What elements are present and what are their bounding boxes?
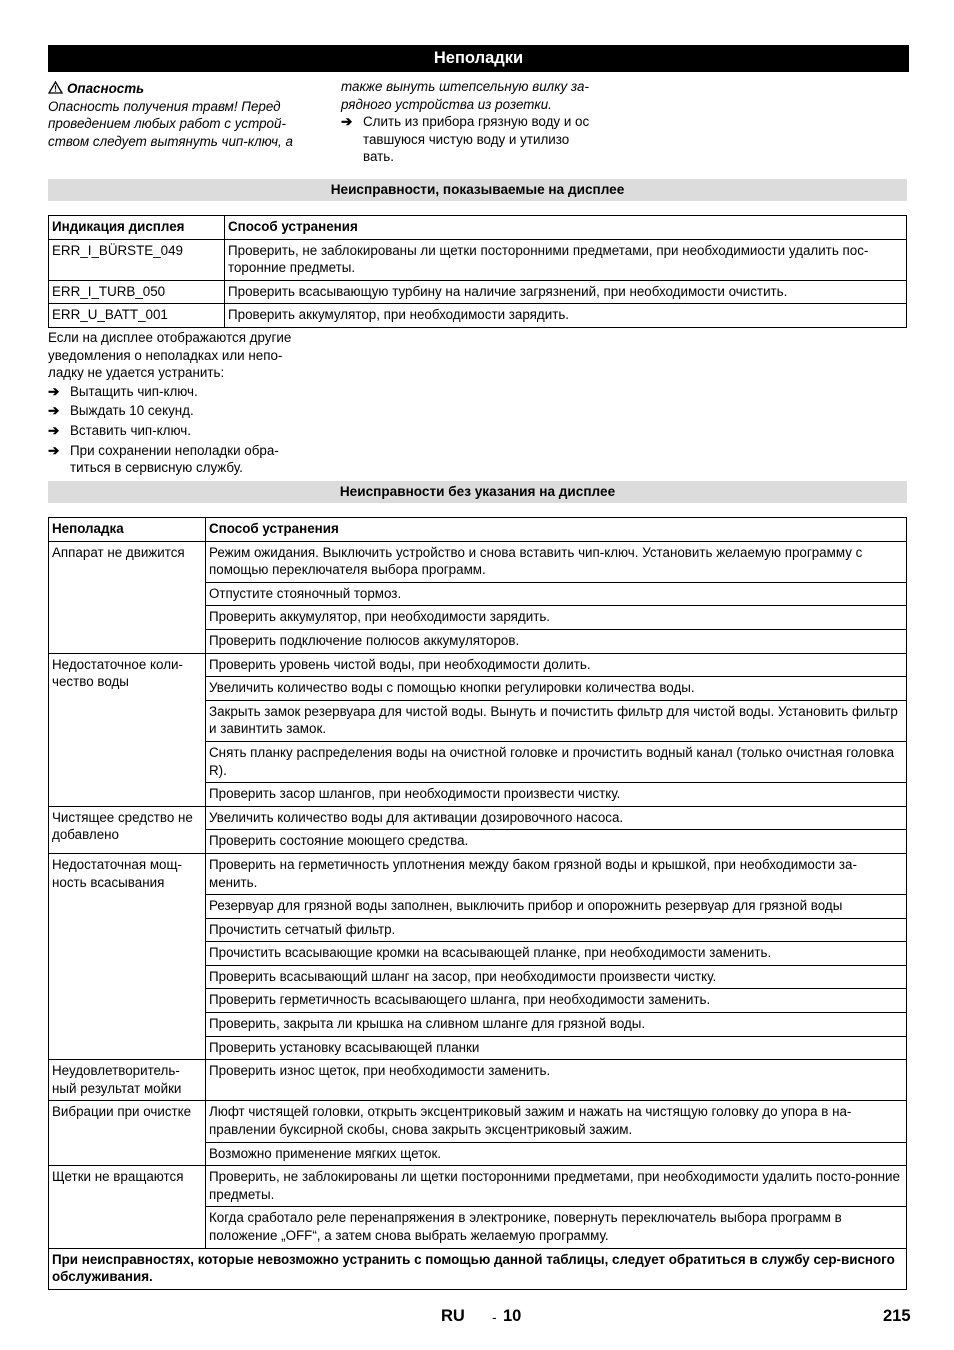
table-row [49,541,907,582]
column-header: Способ устранения [206,518,907,542]
remedy-cell: Люфт чистящей головки, открыть эксцентриковый зажим и нажать на чистящую головку до упора в на-правлении буксирной скобы, снова закрыть эксцентриковый зажим. [206,1101,907,1142]
arrow-icon: ➔ [48,403,60,419]
warning-triangle-icon [48,81,63,94]
remedy-cell: Закрыть замок резервуара для чистой воды. Вынуть и почистить фильтр для чистой воды. Установить фильтр и завинтить замок. [206,700,907,741]
warning-text-line: проведением любых работ с устрой- [48,116,286,132]
display-errors-table [48,215,907,328]
arrow-icon: ➔ [48,442,60,458]
problem-cell: Чистящее средство не добавлено [49,806,206,853]
arrow-icon: ➔ [48,422,60,438]
text-line: ладку не удается устранить: [48,365,225,381]
error-fix: Проверить, не заблокированы ли щетки посторонними предметами, при необходимиости удалить пос-торонние предметы. [225,239,907,280]
section-title-display-errors: Неисправности, показываемые на дисплее [48,179,907,201]
table-header-row [49,216,907,240]
error-fix: Проверить аккумулятор, при необходимости зарядить. [225,304,907,328]
text-line: Если на дисплее отображаются другие [48,330,292,345]
error-fix: Проверить всасывающую турбину на наличие загрязнений, при необходимости очистить. [225,280,907,304]
page-number: 215 [883,1307,911,1325]
problem-cell: Вибрации при очистке [49,1101,206,1166]
table-row [49,239,907,280]
remedy-cell: Проверить аккумулятор, при необходимости зарядить. [206,606,907,630]
remedy-cell: Проверить уровень чистой воды, при необходимости долить. [206,653,907,677]
error-code: ERR_I_TURB_050 [49,280,225,304]
table-header-row [49,518,907,542]
step-line: вать. [363,149,394,165]
remedy-cell: Проверить подключение полюсов аккумуляторов. [206,629,907,653]
table-row [49,853,907,894]
table-row [49,806,907,830]
remedy-cell: Снять планку распределения воды на очистной головке и прочистить водный канал (только очистная головка R). [206,741,907,782]
column-header: Неполадка [49,518,206,542]
warning-text-line: также вынуть штепсельную вилку за- [341,79,589,94]
arrow-icon: ➔ [341,114,353,130]
step-text: Выждать 10 секунд. [70,403,194,419]
step-text: Вставить чип-ключ. [70,422,191,438]
troubleshooting-table [48,517,907,1290]
footer-separator: - [492,1309,497,1325]
remedy-cell: Возможно применение мягких щеток. [206,1142,907,1166]
table-row [49,653,907,677]
arrow-icon: ➔ [48,383,60,399]
problem-cell: Аппарат не движится [49,541,206,653]
column-header: Индикация дисплея [49,216,225,240]
remedy-cell: Режим ожидания. Выключить устройство и снова вставить чип-ключ. Установить желаемую программу с помощью переключателя выбора программ. [206,541,907,582]
step-item [48,422,318,440]
remedy-cell: Отпустите стояночный тормоз. [206,582,907,606]
warning-heading [48,80,328,98]
remedy-cell: Резервуар для грязной воды заполнен, выключить прибор и опорожнить резервуар для грязной воды [206,895,907,919]
page-title: Неполадки [48,45,909,72]
problem-cell: Недостаточное коли-чество воды [49,653,206,806]
step-text: Вытащить чип-ключ. [70,383,198,399]
table-row [49,1101,907,1142]
column-header: Способ устранения [225,216,907,240]
error-code: ERR_U_BATT_001 [49,304,225,328]
step-item [48,442,302,477]
problem-cell: Недостаточная мощ-ность всасывания [49,853,206,1059]
remedy-cell: Прочистить всасывающие кромки на всасывающей планке, при необходимости заменить. [206,942,907,966]
drain-step [341,113,631,166]
remedy-cell: Прочистить сетчатый фильтр. [206,918,907,942]
remedy-cell: Проверить состояние моющего средства. [206,830,907,854]
table-row [49,1166,907,1207]
warning-text-line: Опасность получения травм! Перед [48,98,281,114]
problem-cell: Щетки не вращаются [49,1166,206,1248]
table-row [49,1060,907,1101]
warning-text-line: рядного устройства из розетки. [341,96,552,112]
step-line: Слить из прибора грязную воду и ос [363,114,590,130]
step-text: При сохранении неполадки обра-титься в сервисную службу. [70,442,279,476]
warning-continued [341,78,631,166]
other-errors-text [48,329,318,477]
service-note: При неисправностях, которые невозможно устранить с помощью данной таблицы, следует обратиться в службу сер-висного обслуживания. [49,1248,907,1289]
warning-title: Опасность [67,81,145,96]
step-item [48,383,318,401]
table-row [49,304,907,328]
step-line: тавшуюся чистую воду и утилизо [363,131,570,147]
problem-cell: Неудовлетворитель-ный результат мойки [49,1060,206,1101]
section-title-no-display-errors: Неисправности без указания на дисплее [48,481,907,503]
remedy-cell: Увеличить количество воды для активации дозировочного насоса. [206,806,907,830]
remedy-cell: Проверить износ щеток, при необходимости заменить. [206,1060,907,1101]
table-row [49,1248,907,1289]
remedy-cell: Когда сработало реле перенапряжения в электронике, повернуть переключатель выбора программ в положение „OFF“, а затем снова выбрать желаемую программу. [206,1207,907,1248]
footer-language: RU [441,1307,465,1325]
remedy-cell: Проверить на герметичность уплотнения между баком грязной воды и крышкой, при необходимости за-менить. [206,853,907,894]
text-line: уведомления о неполадках или непо- [48,347,283,363]
remedy-cell: Проверить засор шлангов, при необходимости произвести чистку. [206,783,907,807]
remedy-cell: Увеличить количество воды с помощью кнопки регулировки количества воды. [206,677,907,701]
step-item [48,402,318,420]
warning-text-line: ством следует вытянуть чип-ключ, а [48,133,293,149]
footer-local-page: 10 [503,1307,522,1325]
remedy-cell: Проверить, не заблокированы ли щетки посторонними предметами, при необходимости удалить посто-ронние предметы. [206,1166,907,1207]
table-row [49,280,907,304]
warning-block [48,80,328,150]
remedy-cell: Проверить всасывающий шланг на засор, при необходимости произвести чистку. [206,965,907,989]
error-code: ERR_I_BÜRSTE_049 [49,239,225,280]
remedy-cell: Проверить герметичность всасывающего шланга, при необходимости заменить. [206,989,907,1013]
remedy-cell: Проверить установку всасывающей планки [206,1036,907,1060]
remedy-cell: Проверить, закрыта ли крышка на сливном шланге для грязной воды. [206,1013,907,1037]
